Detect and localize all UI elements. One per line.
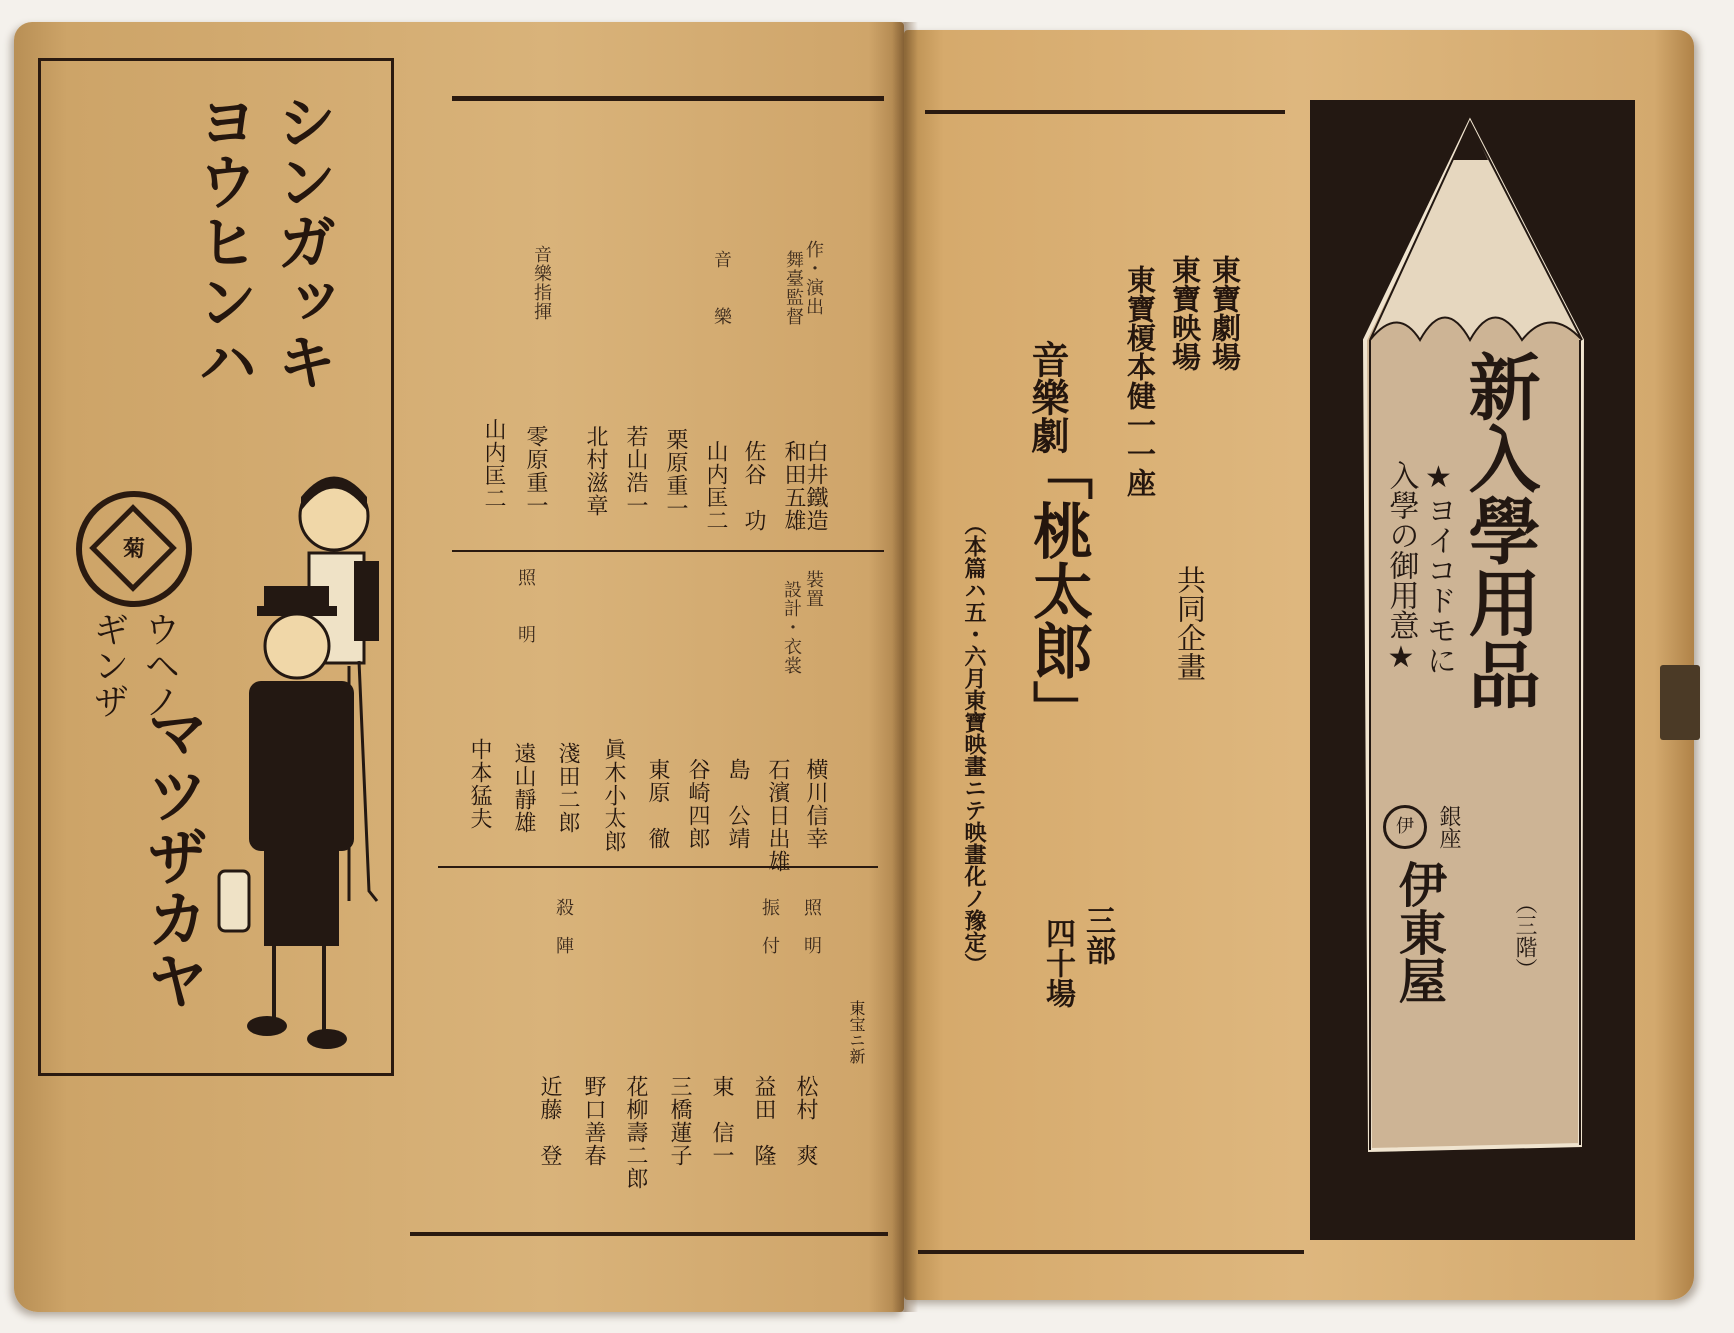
- credit-name: 野口善春: [581, 1075, 606, 1167]
- theater-line-2: 東寶映場: [1168, 255, 1202, 371]
- credit-name: 山内匡二: [481, 418, 506, 510]
- credit-lower-2: [778, 580, 804, 675]
- itoya-logo-icon: 伊: [1383, 805, 1427, 849]
- floor-label: （三階）: [1512, 892, 1537, 980]
- theater-line-1: 東寶劇場: [1208, 255, 1242, 371]
- credit-name: 横川信幸: [803, 758, 828, 850]
- credit-name: 三橋蓮子: [667, 1075, 692, 1167]
- credits-bottom-rule: [410, 1232, 888, 1236]
- credit-name: 淺田二郎: [555, 742, 580, 834]
- credit-upper-2: [780, 250, 806, 326]
- credit-lower-4-name: [682, 758, 713, 850]
- credit-upper-7-name: [580, 425, 611, 517]
- credit-name: 東 信一: [709, 1075, 734, 1167]
- location-ginza: ギンザ: [88, 611, 129, 719]
- right-top-rule: [925, 110, 1285, 114]
- ad-slogan-line-2: ヨウヒンハ: [187, 91, 258, 391]
- ad-slogan: [183, 91, 341, 391]
- credit-name: 和田五雄: [781, 440, 806, 532]
- play-genre: 音樂劇: [1025, 340, 1069, 454]
- theater-line-3: 東寶榎本健一一座: [1123, 265, 1157, 497]
- credit-upper-5-name: [660, 428, 691, 520]
- joint-plan: 共同企畫: [1173, 565, 1207, 681]
- play-scenes: 四十場: [1040, 918, 1075, 1008]
- credit-lower-7-name: [552, 742, 583, 834]
- credit-name: 眞木小太郎: [601, 738, 626, 853]
- credit-role: 作・演出: [803, 240, 824, 316]
- credit-bottom-1-name: [790, 1075, 821, 1167]
- store-name: マツザカヤ: [136, 701, 210, 1011]
- credit-upper-4: [708, 250, 734, 326]
- spine-shadow: [892, 22, 918, 1312]
- ad-slogan-line-1: シンガッキ: [267, 91, 337, 391]
- credit-upper-8: [528, 245, 554, 321]
- credit-name: 若山浩一: [623, 425, 648, 517]
- credit-name: 佐谷 功: [741, 440, 766, 532]
- seal-character: 菊: [122, 536, 145, 562]
- play-title: 「桃太郎」: [1023, 440, 1093, 740]
- credit-lower-5-name: [642, 758, 673, 850]
- credit-lower-8: [512, 568, 538, 644]
- ad-tagline: [1382, 460, 1457, 675]
- bookmark-clip: [1660, 665, 1700, 740]
- credit-bottom-6: [550, 898, 576, 955]
- ad-tagline-line-2: 入學の御用意★: [1383, 460, 1419, 675]
- right-bottom-rule: [918, 1250, 1304, 1254]
- credit-upper-2-name: [778, 440, 809, 532]
- credit-role: 音樂指揮: [531, 245, 552, 321]
- credit-bottom-7-name: [534, 1075, 565, 1167]
- itoya-advertisement: [1310, 100, 1635, 1240]
- credit-bottom-3-name: [706, 1075, 737, 1167]
- credit-lower-3-name: [722, 758, 753, 850]
- credit-lower-1-name: [800, 758, 831, 850]
- credit-lower-2-name: [762, 758, 793, 873]
- credit-name: 遠山靜雄: [511, 742, 536, 834]
- credit-upper-3-name: [738, 440, 769, 532]
- credit-role: 照 明: [801, 898, 822, 955]
- credit-name: 石濱日出雄: [765, 758, 790, 873]
- credit-bottom-1: [798, 898, 824, 955]
- credit-role: 裝置: [803, 570, 824, 608]
- ginza-label: 銀座: [1436, 805, 1461, 849]
- credit-role: 振 付: [759, 898, 780, 955]
- play-parts: 三部: [1080, 905, 1115, 965]
- film-schedule-note: （本篇ハ五・六月東寶映畫ニテ映畫化ノ豫定）: [961, 513, 986, 975]
- credit-role: 照 明: [515, 568, 536, 644]
- credit-name: 島 公靖: [725, 758, 750, 850]
- credit-name: 北村滋章: [583, 425, 608, 517]
- credit-name: 白井鐵造: [803, 440, 828, 532]
- credit-upper-9-name: [478, 418, 509, 510]
- credit-bottom-2: [756, 898, 782, 955]
- credit-upper-8-name: [520, 425, 551, 517]
- credit-name: 谷崎四郎: [685, 758, 710, 850]
- credit-upper-4-name: [700, 440, 731, 532]
- matsuzakaya-advertisement: [38, 58, 394, 1076]
- credits-top-rule: [452, 96, 884, 101]
- credit-role: 設計・衣裳: [781, 580, 802, 675]
- credits-divider-1: [452, 550, 884, 552]
- credit-name: 花柳壽二郎: [623, 1075, 648, 1190]
- credit-name: 中本猛夫: [467, 738, 492, 830]
- ad-tagline-line-1: ★ヨイコドモに: [1421, 460, 1456, 675]
- credit-name: 零原重一: [523, 425, 548, 517]
- credit-upper-6-name: [620, 425, 651, 517]
- credit-bottom-4-name: [664, 1075, 695, 1167]
- credit-lower-9-name: [464, 738, 495, 830]
- credit-name: 山内匡二: [703, 440, 728, 532]
- credit-role: 殺 陣: [553, 898, 574, 955]
- credits-divider-2: [438, 866, 878, 868]
- margin-note: 東宝ニ新: [847, 1000, 866, 1064]
- credit-lower-6-name: [598, 738, 629, 853]
- shop-name: 伊東屋: [1390, 860, 1447, 1004]
- store-seal-icon: [76, 491, 192, 607]
- credit-role: 音 樂: [711, 250, 732, 326]
- credit-role: 舞臺監督: [783, 250, 804, 326]
- credit-bottom-6-name: [578, 1075, 609, 1167]
- credit-bottom-5-name: [620, 1075, 651, 1190]
- ad-headline: 新入學用品: [1456, 350, 1541, 710]
- credit-name: 近藤 登: [537, 1075, 562, 1167]
- credit-name: 益田 隆: [751, 1075, 776, 1167]
- schoolchildren-illustration: [209, 461, 384, 1061]
- credit-lower-8-name: [508, 742, 539, 834]
- credit-name: 松村 爽: [793, 1075, 818, 1167]
- location-ueno: ウヘノ: [139, 611, 180, 719]
- credit-name: 東原 徹: [645, 758, 670, 850]
- credit-name: 栗原重一: [663, 428, 688, 520]
- credit-bottom-2-name: [748, 1075, 779, 1167]
